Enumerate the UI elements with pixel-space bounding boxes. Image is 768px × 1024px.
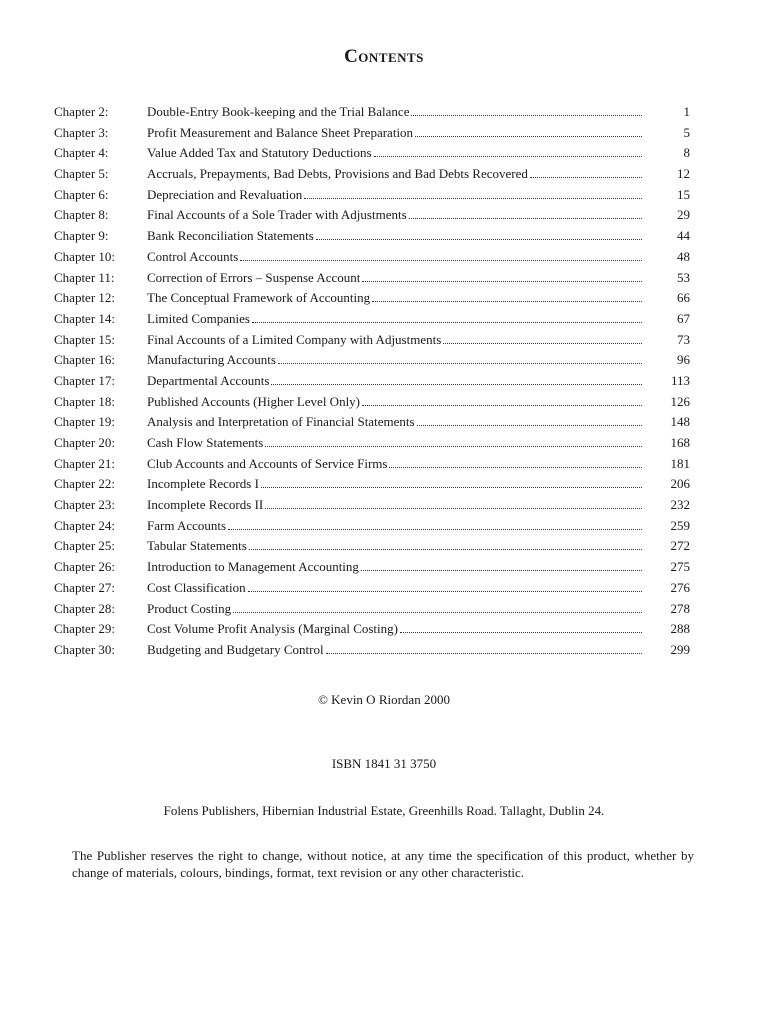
toc-entry (54, 619, 690, 640)
toc-page-number: 113 (670, 372, 690, 388)
toc-chapter-number: Chapter 22: (54, 476, 116, 492)
toc-dot-leader (326, 653, 642, 654)
toc-entry (54, 185, 690, 206)
toc-chapter-number: Chapter 3: (54, 124, 109, 140)
toc-chapter-number: Chapter 30: (54, 641, 116, 657)
toc-entry (54, 640, 690, 661)
toc-chapter-number: Chapter 2: (54, 104, 109, 119)
toc-chapter-title: Depreciation and Revaluation (147, 186, 303, 202)
toc-entry (54, 330, 690, 351)
toc-dot-leader (228, 529, 642, 530)
toc-chapter-number: Chapter 10: (54, 248, 116, 264)
toc-entry (54, 288, 690, 309)
toc-page-number: 299 (670, 641, 690, 657)
toc-page-number: 67 (677, 310, 690, 326)
toc-chapter-title: Introduction to Management Accounting (147, 559, 359, 575)
toc-entry (54, 143, 690, 164)
toc-entry (54, 226, 690, 247)
toc-chapter-title: Correction of Errors – Suspense Account (147, 269, 361, 285)
toc-chapter-number: Chapter 15: (54, 331, 116, 347)
toc-dot-leader (443, 343, 642, 344)
toc-entry (54, 309, 690, 330)
toc-page-number: 15 (677, 186, 690, 202)
toc-page-number: 275 (670, 559, 690, 575)
toc-dot-leader (389, 467, 642, 468)
toc-chapter-number: Chapter 29: (54, 621, 116, 637)
toc-chapter-number: Chapter 19: (54, 414, 116, 430)
toc-page-number: 259 (670, 517, 690, 533)
toc-chapter-title: Accruals, Prepayments, Bad Debts, Provisions and Bad Debts Recovered (147, 166, 528, 182)
toc-chapter-title: Profit Measurement and Balance Sheet Preparation (147, 124, 414, 140)
toc-chapter-title: Farm Accounts (147, 517, 227, 533)
toc-page-number: 48 (677, 248, 690, 264)
toc-chapter-number: Chapter 28: (54, 600, 116, 616)
toc-chapter-title: Control Accounts (147, 248, 239, 264)
toc-entry (54, 495, 690, 516)
toc-page-number: 12 (677, 166, 690, 182)
toc-chapter-number: Chapter 21: (54, 455, 116, 471)
toc-dot-leader (233, 612, 642, 613)
toc-chapter-title: Incomplete Records I (147, 476, 259, 492)
toc-dot-leader (248, 591, 642, 592)
toc-chapter-number: Chapter 6: (54, 186, 109, 202)
toc-entry (54, 350, 690, 371)
toc-entry (54, 102, 690, 123)
toc-page-number: 288 (670, 621, 690, 637)
table-of-contents (54, 102, 690, 661)
toc-page-number: 181 (670, 455, 690, 471)
toc-dot-leader (409, 218, 642, 219)
isbn-number: ISBN 1841 31 3750 (331, 756, 437, 771)
toc-dot-leader (265, 446, 642, 447)
toc-dot-leader (271, 384, 642, 385)
toc-dot-leader (400, 632, 642, 633)
toc-page-number: 44 (677, 228, 690, 244)
toc-chapter-title: Final Accounts of a Sole Trader with Adjustments (147, 207, 407, 223)
toc-entry (54, 371, 690, 392)
toc-page-number: 206 (670, 476, 690, 492)
toc-chapter-number: Chapter 11: (54, 269, 115, 285)
toc-chapter-number: Chapter 9: (54, 228, 109, 244)
toc-entry (54, 412, 690, 433)
toc-page-number: 272 (670, 538, 690, 554)
toc-chapter-title: Published Accounts (Higher Level Only) (147, 393, 361, 409)
toc-entry (54, 536, 690, 557)
toc-entry (54, 516, 690, 537)
toc-chapter-title: Value Added Tax and Statutory Deductions (147, 145, 372, 161)
toc-chapter-title: Double-Entry Book-keeping and the Trial Balance (147, 104, 410, 119)
toc-page-number: 29 (677, 207, 690, 223)
toc-dot-leader (361, 570, 642, 571)
toc-page-number: 73 (677, 331, 690, 347)
toc-dot-leader (304, 198, 642, 199)
toc-entry (54, 474, 690, 495)
toc-entry (54, 205, 690, 226)
toc-dot-leader (372, 301, 642, 302)
toc-chapter-number: Chapter 8: (54, 207, 109, 223)
toc-chapter-number: Chapter 23: (54, 497, 116, 513)
toc-chapter-number: Chapter 16: (54, 352, 116, 368)
toc-chapter-number: Chapter 20: (54, 435, 116, 450)
toc-entry (54, 392, 690, 413)
toc-chapter-number: Chapter 24: (54, 517, 116, 533)
toc-dot-leader (249, 549, 642, 550)
toc-page-number: 8 (683, 145, 690, 161)
toc-page-number: 148 (670, 414, 690, 430)
toc-entry (54, 557, 690, 578)
toc-dot-leader (278, 363, 642, 364)
toc-entry (54, 578, 690, 599)
toc-page-number: 276 (670, 579, 690, 595)
toc-dot-leader (240, 260, 642, 261)
toc-dot-leader (411, 115, 642, 116)
toc-chapter-title: Cost Volume Profit Analysis (Marginal Costing) (147, 621, 398, 637)
page-title: Contents (344, 46, 424, 67)
toc-page-number: 168 (670, 435, 690, 450)
toc-page-number: 1 (683, 104, 690, 119)
toc-chapter-number: Chapter 18: (54, 393, 116, 409)
toc-page-number: 53 (677, 269, 690, 285)
toc-chapter-title: Product Costing (147, 600, 232, 616)
toc-page-number: 232 (670, 497, 690, 513)
toc-chapter-title: Analysis and Interpretation of Financial Statements (147, 414, 415, 430)
toc-page-number: 66 (677, 290, 690, 306)
toc-dot-leader (530, 177, 642, 178)
toc-page-number: 96 (677, 352, 690, 368)
toc-dot-leader (417, 425, 642, 426)
toc-page-number: 278 (670, 600, 690, 616)
toc-chapter-title: Budgeting and Budgetary Control (147, 641, 324, 657)
toc-chapter-title: Final Accounts of a Limited Company with Adjustments (147, 331, 442, 347)
toc-chapter-title: Tabular Statements (147, 538, 247, 554)
toc-chapter-title: Club Accounts and Accounts of Service Firms (147, 455, 388, 471)
toc-dot-leader (252, 322, 642, 323)
toc-chapter-number: Chapter 5: (54, 166, 109, 182)
toc-chapter-title: Cost Classification (147, 579, 246, 595)
toc-page-number: 126 (670, 393, 690, 409)
toc-page-number: 5 (683, 124, 690, 140)
toc-dot-leader (316, 239, 642, 240)
toc-dot-leader (362, 281, 642, 282)
toc-dot-leader (415, 136, 642, 137)
toc-dot-leader (261, 487, 642, 488)
publisher-disclaimer: The Publisher reserves the right to change, without notice, at any time the specification of this product, whether by change of materials, colours, bindings, format, text revision or any other characteristic. (72, 848, 694, 880)
toc-chapter-number: Chapter 25: (54, 538, 116, 554)
toc-chapter-title: Incomplete Records II (147, 497, 264, 513)
toc-dot-leader (362, 405, 642, 406)
toc-chapter-title: The Conceptual Framework of Accounting (147, 290, 371, 306)
toc-entry (54, 247, 690, 268)
toc-chapter-number: Chapter 14: (54, 310, 116, 326)
toc-chapter-title: Cash Flow Statements (147, 435, 264, 450)
copyright-notice: © Kevin O Riordan 2000 (318, 692, 450, 707)
toc-dot-leader (265, 508, 642, 509)
toc-chapter-title: Departmental Accounts (147, 372, 270, 388)
toc-chapter-number: Chapter 12: (54, 290, 116, 306)
toc-entry (54, 268, 690, 289)
toc-dot-leader (374, 156, 642, 157)
toc-chapter-number: Chapter 27: (54, 579, 116, 595)
publisher-address: Folens Publishers, Hibernian Industrial Estate, Greenhills Road. Tallaght, Dublin 24. (163, 803, 605, 818)
toc-chapter-number: Chapter 4: (54, 145, 109, 161)
toc-entry (54, 454, 690, 475)
toc-chapter-number: Chapter 17: (54, 372, 116, 388)
toc-entry (54, 164, 690, 185)
toc-chapter-title: Limited Companies (147, 310, 250, 326)
toc-chapter-title: Bank Reconciliation Statements (147, 228, 314, 244)
toc-chapter-title: Manufacturing Accounts (147, 352, 276, 368)
toc-entry (54, 599, 690, 620)
toc-entry (54, 433, 690, 454)
toc-entry (54, 123, 690, 144)
toc-chapter-number: Chapter 26: (54, 559, 116, 575)
